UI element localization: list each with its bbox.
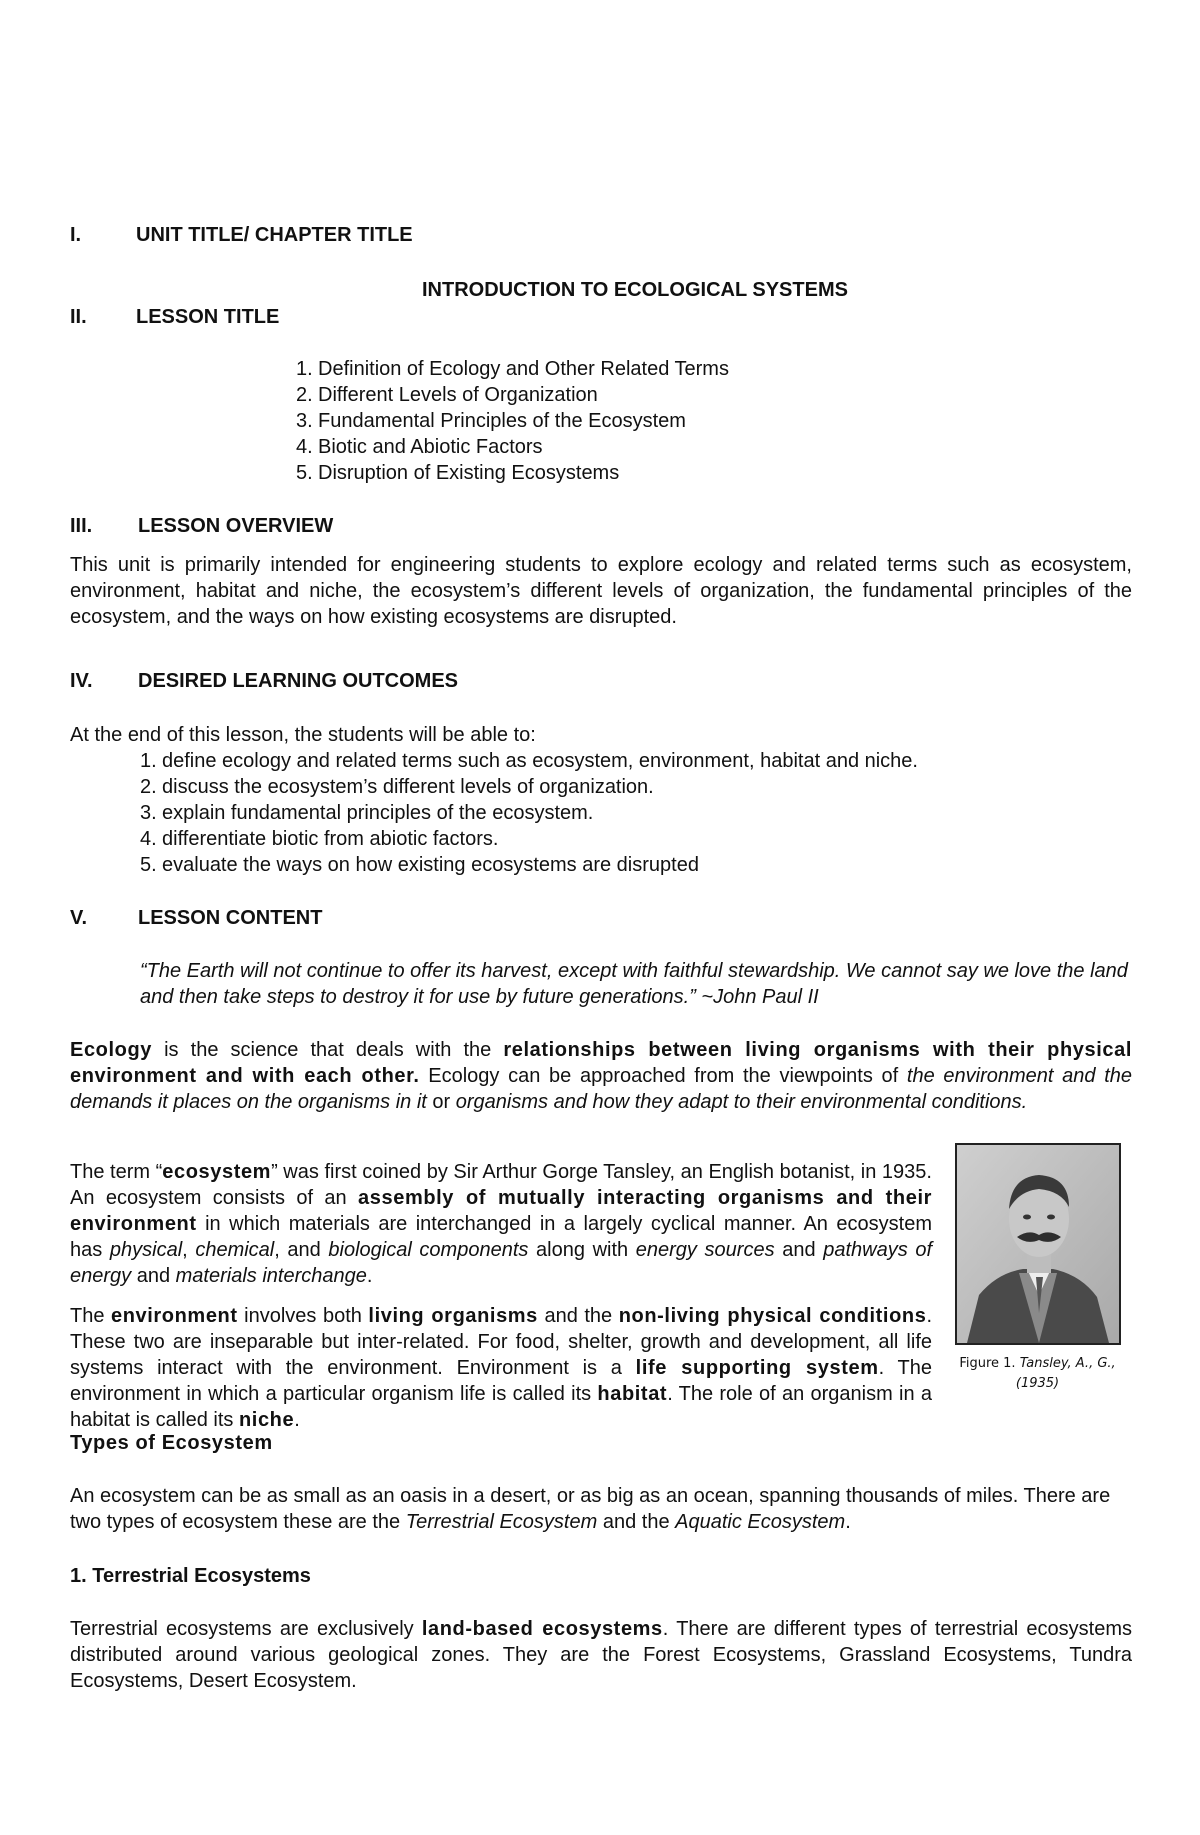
- figure-caption-cite: Tansley, A., G., (1935): [1015, 1356, 1116, 1391]
- section-1-number: I.: [70, 224, 82, 246]
- outcomes-intro: At the end of this lesson, the students will be able to:: [70, 724, 536, 746]
- types-paragraph: An ecosystem can be as small as an oasis in a desert, or as big as an ocean, spanning thousands of miles. There are two types of ecosystem these are the Terrestrial Ecosystem and the Aquatic Ecosystem.: [70, 1485, 1111, 1533]
- list-item: 4. differentiate biotic from abiotic factors.: [140, 828, 499, 850]
- terrestrial-heading: 1. Terrestrial Ecosystems: [70, 1565, 311, 1587]
- section-1-title: UNIT TITLE/ CHAPTER TITLE: [136, 224, 413, 246]
- overview-paragraph: This unit is primarily intended for engineering students to explore ecology and related terms such as ecosystem, environment, habitat and niche, the ecosystem’s different levels of organization, the fundamental principles of the ecosystem, and the ways on how existing ecosystems are disrupted.: [70, 554, 1132, 628]
- ecosystem-paragraph: The term “ecosystem” was first coined by Sir Arthur Gorge Tansley, an English botanist, in 1935. An ecosystem consists of an assembly of mutually interacting organisms and their environment in which materials are interchanged in a largely cyclical manner. An ecosystem has physical, chemical, and biological components along with energy sources and pathways of energy and materials interchange.: [70, 1161, 932, 1287]
- section-4-title: DESIRED LEARNING OUTCOMES: [138, 670, 459, 692]
- section-3-title: LESSON OVERVIEW: [138, 515, 334, 537]
- list-item: 1. Definition of Ecology and Other Related Terms: [296, 358, 729, 380]
- section-2-number: II.: [70, 306, 87, 328]
- list-item: 1. define ecology and related terms such as ecosystem, environment, habitat and niche.: [140, 750, 918, 772]
- figure-caption-label: Figure 1.: [959, 1356, 1016, 1371]
- section-3-number: III.: [70, 515, 93, 537]
- section-5-number: V.: [70, 907, 88, 929]
- tansley-portrait-photo: [955, 1143, 1121, 1345]
- list-item: 3. Fundamental Principles of the Ecosystem: [296, 410, 686, 432]
- section-5-title: LESSON CONTENT: [138, 907, 323, 929]
- list-item: 4. Biotic and Abiotic Factors: [296, 436, 543, 458]
- ecology-paragraph: Ecology is the science that deals with the relationships between living organisms with their physical environment and with each other. Ecology can be approached from the viewpoints of the environment and the demands it places on the organisms in it or organisms and how they adapt to their environmental conditions.: [70, 1039, 1132, 1113]
- types-heading: Types of Ecosystem: [70, 1432, 273, 1454]
- quote: “The Earth will not continue to offer its harvest, except with faithful stewardship. We cannot say we love the land and then take steps to destroy it for use by future generations.” ~John Paul II: [140, 960, 1128, 1008]
- outcomes-list: [140, 748, 1140, 878]
- list-item: 2. discuss the ecosystem’s different levels of organization.: [140, 776, 654, 798]
- list-item: 3. explain fundamental principles of the ecosystem.: [140, 802, 594, 824]
- terrestrial-paragraph: Terrestrial ecosystems are exclusively land-based ecosystems. There are different types of terrestrial ecosystems distributed around various geological zones. They are the Forest Ecosystems, Grassland Ecosystems, Tundra Ecosystems, Desert Ecosystem.: [70, 1618, 1132, 1692]
- lesson-title-list: [296, 356, 896, 486]
- section-2-title: LESSON TITLE: [136, 306, 280, 328]
- list-item: 5. Disruption of Existing Ecosystems: [296, 462, 620, 484]
- portrait-icon: [957, 1145, 1119, 1343]
- figure-caption: [950, 1354, 1125, 1393]
- unit-title: INTRODUCTION TO ECOLOGICAL SYSTEMS: [422, 279, 848, 301]
- list-item: 2. Different Levels of Organization: [296, 384, 598, 406]
- section-4-number: IV.: [70, 670, 93, 692]
- environment-paragraph: The environment involves both living organisms and the non-living physical conditions. These two are inseparable but inter-related. For food, shelter, growth and development, all life systems interact with the environment. Environment is a life supporting system. The environment in which a particular organism life is called its habitat. The role of an organism in a habitat is called its niche.: [70, 1305, 933, 1431]
- list-item: 5. evaluate the ways on how existing ecosystems are disrupted: [140, 854, 699, 876]
